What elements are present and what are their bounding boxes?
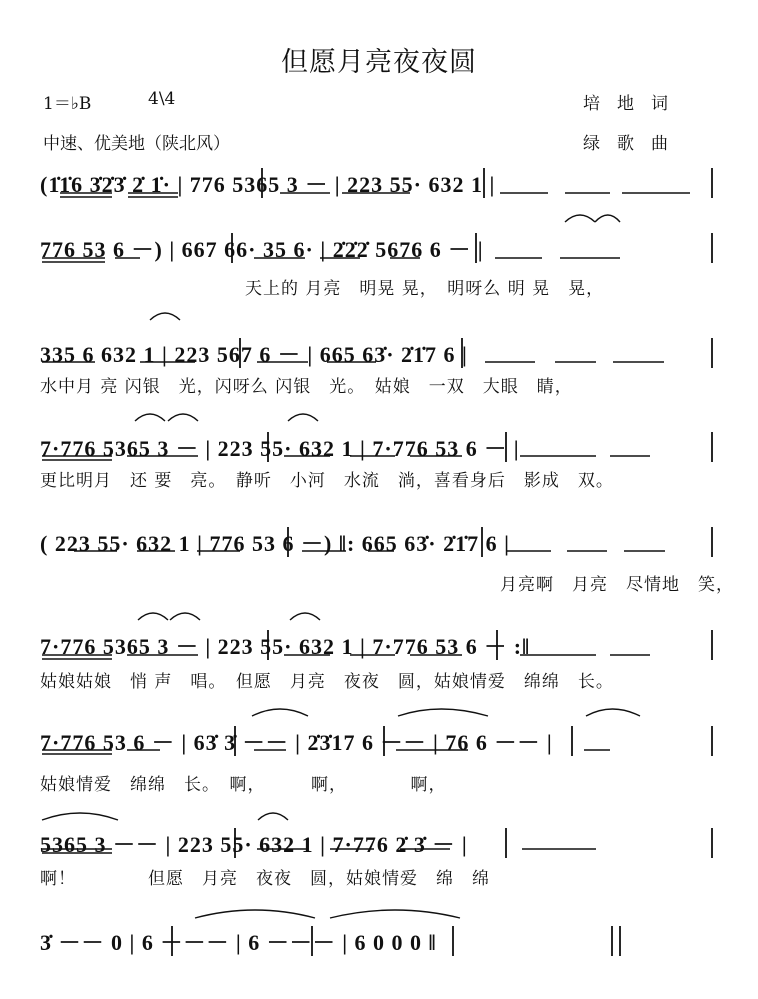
score-row-notes: 335 6 632 1 | 223 567 6 － | 665 63̇· 2̇1̇7 6 | [40, 342, 468, 367]
score-row-notes: 3̇ －－ 0 | 6 －－－ | 6 －－－ | 6 0 0 0 ‖ [40, 930, 437, 955]
score-row-lyrics: 姑娘情爱 绵绵 长。 啊， 啊， 啊， [40, 775, 447, 795]
score-row-notes: 7·776 53 6 － | 63̇ 3̇ －－ | 2̇3̇17 6 －－ | 76 6 －－ | [40, 730, 553, 755]
score-row-notes: (1̇1̇6 3̇2̇3̇ 2̇ 1̇· | 776 5365 3 － | 223 55· 632 1 | [40, 172, 496, 197]
composer-credit: 绿 歌 曲 [583, 134, 668, 154]
key-signature: 1＝♭B [43, 94, 92, 114]
lyricist-credit: 培 地 词 [583, 94, 668, 114]
score-row-lyrics: 水中月 亮 闪银 光，闪呀么 闪银 光。 姑娘 一双 大眼 睛， [40, 377, 573, 397]
score-row-notes: 5365 3 －－ | 223 55· 632 1 | 7·776 2̇ 3̇ － | [40, 832, 468, 857]
score-row-lyrics: 天上的 月亮 明晃 晃， 明呀么 明 晃 晃， [245, 279, 605, 299]
score-row-lyrics: 啊！ 但愿 月亮 夜夜 圆，姑娘情爱 绵 绵 [40, 869, 490, 889]
score-row-notes: 7·776 5365 3 － | 223 55· 632 1 | 7·776 53 6 － | [40, 436, 520, 461]
score-row-notes: 7·776 5365 3 － | 223 55· 632 1 | 7·776 53 6 － :‖ [40, 634, 531, 659]
score-row-notes: ( 223 55· 632 1 | 776 53 6 －) ‖: 665 63̇· 2̇1̇7 6 | [40, 531, 510, 556]
time-signature: 4\4 [148, 89, 176, 109]
score-row-lyrics: 月亮啊 月亮 尽情地 笑， [500, 575, 734, 595]
song-title: 但愿月亮夜夜圆 [281, 47, 477, 78]
score-row-lyrics: 更比明月 还 要 亮。 静听 小河 水流 淌，喜看身后 影成 双。 [40, 471, 614, 491]
tempo-marking: 中速、优美地（陕北风） [43, 134, 230, 154]
score-row-lyrics: 姑娘姑娘 悄 声 唱。 但愿 月亮 夜夜 圆，姑娘情爱 绵绵 长。 [40, 672, 614, 692]
score-row-notes: 776 53 6 －) | 667 66· 35 6· | 2̇2̇2̇ 5676 6 － | [40, 237, 484, 262]
